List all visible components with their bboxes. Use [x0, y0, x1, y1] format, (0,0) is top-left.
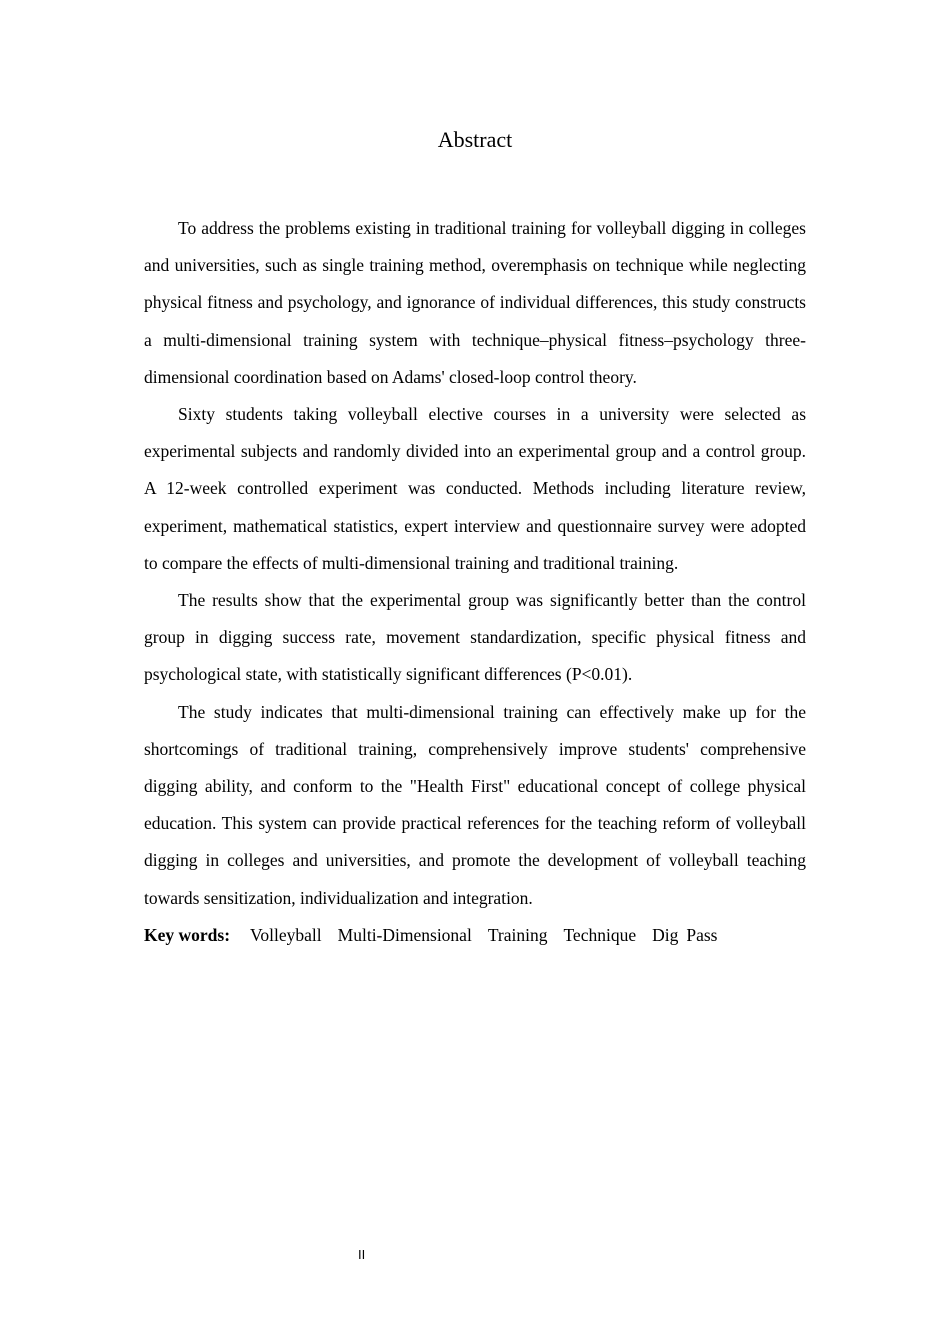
- keyword-item: Dig: [652, 924, 679, 945]
- abstract-paragraph-1: To address the problems existing in traditional training for volleyball digging in colleges and universities, such as single training method, overemphasis on technique while neglecting physical fitness and psychology, and ignorance of individual differences, this study constructs a multi-dimensional training system with technique–physical fitness–psychology three-dimensional coordination based on Adams' closed-loop control theory.: [144, 218, 806, 387]
- abstract-paragraph-3: The results show that the experimental group was significantly better than the control group in digging success rate, movement standardization, specific physical fitness and psychological state, with statistically significant differences (P<0.01).: [144, 590, 806, 685]
- page-number: II: [358, 1247, 366, 1262]
- keyword-item: Pass: [686, 924, 718, 945]
- keyword-item: Technique: [563, 924, 637, 945]
- abstract-paragraph-4: The study indicates that multi-dimensional training can effectively make up for the shortcomings of traditional training, comprehensively improve students' comprehensive digging ability, and conform to the "Health First" educational concept of college physical education. This system can provide practical references for the teaching reform of volleyball digging in colleges and universities, and promote the development of volleyball teaching towards sensitization, individualization and integration.: [144, 701, 806, 908]
- keyword-item: Multi-Dimensional: [337, 924, 472, 945]
- keywords-label: Key words:: [144, 924, 231, 945]
- abstract-paragraph-2: Sixty students taking volleyball elective courses in a university were selected as experimental subjects and randomly divided into an experimental group and a control group. A 12-week controlled experiment was conducted. Methods including literature review, experiment, mathematical statistics, expert interview and questionnaire survey were adopted to compare the effects of multi-dimensional training and traditional training.: [144, 404, 806, 573]
- abstract-title: Abstract: [437, 127, 513, 152]
- keyword-item: Training: [487, 924, 548, 945]
- abstract-body: [144, 210, 806, 954]
- keywords-line: [144, 917, 806, 954]
- keyword-item: Volleyball: [250, 924, 322, 945]
